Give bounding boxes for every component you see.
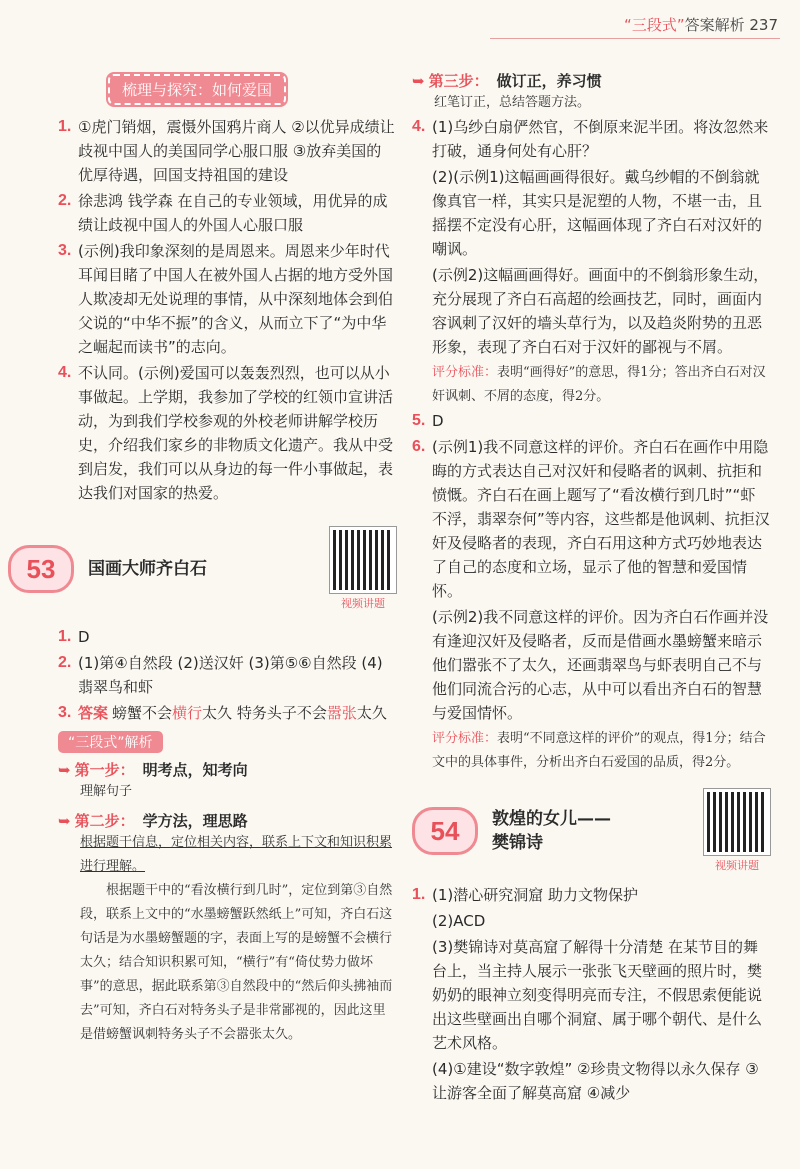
answer-item: 6. (示例1)我不同意这样的评价。齐白石在画作中用隐晦的方式表达自己对汉奸和侵略者的讽刺、抗拒和愤慨。齐白石在画上题写了“看汝横行到几时”“虾不浮，翡翠奈何”等内容，这些都是他讽刺、抗拒汉奸及侵略者的表现，齐白石用这种方式巧妙地表达了自己的态度和立场，显示了他的智慧和爱国情怀。 (412, 438, 770, 600)
answer-item: 1. (1)潜心研究洞窟 助力文物保护 (412, 886, 639, 904)
answer-text: (示例)我印象深刻的是周恩来。周恩来少年时代耳闻目睹了中国人在被外国人占据的地方受外国人欺凌却无处说理的事情，从中深刻地体会到伯父说的“中华不振”的含义，从而立下了“为中华之崛起而读书”的志向。 (78, 242, 394, 356)
lesson-header-54 (412, 789, 770, 873)
header-rule (490, 38, 780, 39)
highlight-word: 横行 (172, 704, 203, 722)
header-page-info: 答案解析 237 (684, 16, 778, 34)
qr-block[interactable] (330, 527, 396, 611)
qr-block[interactable] (704, 789, 770, 873)
scoring-note: 评分标准：表明“画得好”的意思，得1分；答出齐白石对汉奸讽刺、不屑的态度，得2分。 (432, 365, 766, 404)
step-3: ➥ 第三步： 做订正，养习惯 (412, 71, 602, 90)
lesson-number: 53 (8, 545, 74, 593)
step-note: 红笔订正，总结答题方法。 (434, 95, 591, 110)
lesson-number: 54 (412, 807, 478, 855)
answer-item: 3. (示例)我印象深刻的是周恩来。周恩来少年时代耳闻目睹了中国人在被外国人占据的地方受外国人欺凌却无处说理的事情，从中深刻地体会到伯父说的“中华不振”的含义，从而立下了“为中华之崛起而读书”的志向。 (58, 239, 396, 359)
answer-item: 3. 答案 螃蟹不会横行太久 特务头子不会嚣张太久 (58, 704, 387, 722)
answer-text: 不认同。(示例)爱国可以轰轰烈烈，也可以从小事做起。上学期，我参加了学校的红领巾宣讲活动，为到我们学校参观的外校老师讲解学校历史，介绍我们家乡的非物质文化遗产。我从中受到启发，我们可以从身边的每一件小事做起，表达我们对国家的热爱。 (78, 364, 394, 502)
answer-item: (示例2)这幅画画得好。画面中的不倒翁形象生动，充分展现了齐白石高超的绘画技艺，同时，画面内容讽刺了汉奸的墙头草行为，以及趋炎附势的丑恶形象，表现了齐白石对于汉奸的鄙视与不屑。 (432, 266, 769, 356)
answer-item: (示例2)我不同意这样的评价。因为齐白石作画并没有逢迎汉奸及侵略者，反而是借画水墨螃蟹来暗示他们嚣张不了太久，还画翡翠鸟与虾表明自己不与他们同流合污的心志，从中可以看出齐白石的智慧与爱国情怀。 (432, 608, 769, 722)
step-note: 根据题干中的“看汝横行到几时”，定位到第③自然段，联系上文中的“水墨螃蟹跃然纸上”可知，齐白石这句话是为水墨螃蟹题的字，表面上写的是螃蟹不会横行太久；结合知识积累可知，“横行”有“倚仗势力做坏事”的意思，据此联系第③自然段中的“然后仰头拂袖而去”可知，齐白石对特务头子是非常鄙视的，因此这里是借螃蟹讽刺特务头子不会嚣张太久。 (80, 883, 393, 1042)
qr-code-icon[interactable] (330, 527, 396, 593)
answer-label: 答案 (78, 704, 109, 722)
answer-text: ①虎门销烟，震慑外国鸦片商人 ②以优异成绩让歧视中国人的美国同学心服口服 ③放弃美国的优厚待遇，回国支持祖国的建设 (78, 118, 395, 184)
answer-item: (2)ACD (432, 912, 486, 930)
answer-item: (2)(示例1)这幅画画得很好。戴乌纱帽的不倒翁就像真官一样，其实只是泥塑的人物，不堪一击，且摇摆不定没有心肝，这幅画体现了齐白石对汉奸的嘲讽。 (432, 168, 763, 258)
page-header (624, 14, 778, 35)
answer-item: 1. ①虎门销烟，震慑外国鸦片商人 ②以优异成绩让歧视中国人的美国同学心服口服 ③放弃美国的优厚待遇，回国支持祖国的建设 (58, 115, 396, 187)
analysis-tag: “三段式”解析 (58, 731, 163, 753)
qr-caption: 视频讲题 (341, 597, 385, 610)
right-column (412, 70, 770, 1107)
arrow-icon: ➥ (58, 760, 71, 779)
arrow-icon: ➥ (58, 811, 71, 830)
qr-code-icon[interactable] (704, 789, 770, 855)
lesson-title: 国画大师齐白石 (88, 559, 207, 579)
header-brand: “三段式” (624, 16, 685, 34)
answer-item: 1. D (58, 628, 90, 646)
step-note: 理解句子 (80, 784, 133, 799)
answer-text: 徐悲鸿 钱学森 在自己的专业领域，用优异的成绩让歧视中国人的外国人心服口服 (78, 192, 388, 234)
answer-item: (3)樊锦诗对莫高窟了解得十分清楚 在某节目的舞台上，当主持人展示一张张飞天壁画的照片时，樊奶奶的眼神立刻变得明亮而专注，不假思索便能说出这些壁画出自哪个洞窟、属于哪个朝代、是什么艺术风格。 (432, 938, 763, 1052)
answer-item: 2. 徐悲鸿 钱学森 在自己的专业领域，用优异的成绩让歧视中国人的外国人心服口服 (58, 189, 396, 237)
lesson-header-53 (8, 527, 396, 611)
answer-item: 2. (1)第④自然段 (2)送汉奸 (3)第⑤⑥自然段 (4)翡翠鸟和虾 (58, 654, 383, 696)
section-banner: 梳理与探究：如何爱国 (108, 74, 286, 105)
answer-item: 4. 不认同。(示例)爱国可以轰轰烈烈，也可以从小事做起。上学期，我参加了学校的红领巾宣讲活动，为到我们学校参观的外校老师讲解学校历史，介绍我们家乡的非物质文化遗产。我从中受到启发，我们可以从身边的每一件小事做起，表达我们对国家的热爱。 (58, 361, 396, 505)
arrow-icon: ➥ (412, 71, 425, 90)
highlight-word: 嚣张 (326, 704, 357, 722)
step-2: ➥ 第二步： 学方法，理思路 (58, 811, 248, 830)
scoring-note: 评分标准：表明“不同意这样的评价”的观点，得1分；结合文中的具体事件，分析出齐白石爱国的品质，得2分。 (432, 731, 766, 770)
step-1: ➥ 第一步： 明考点，知考向 (58, 760, 248, 779)
left-column (26, 70, 396, 1047)
lesson-title: 敦煌的女儿—— 樊锦诗 (492, 809, 611, 853)
qr-caption: 视频讲题 (715, 859, 759, 872)
answer-item: 5. D (412, 412, 444, 430)
answer-item: (4)①建设“数字敦煌” ②珍贵文物得以永久保存 ③让游客全面了解莫高窟 ④减少 (432, 1060, 759, 1102)
answer-item: 4. (1)乌纱白扇俨然官，不倒原来泥半团。将汝忽然来打破，通身何处有心肝？ (412, 118, 769, 160)
step-note: 根据题干信息，定位相关内容，联系上下文和知识积累进行理解。 (80, 835, 393, 874)
